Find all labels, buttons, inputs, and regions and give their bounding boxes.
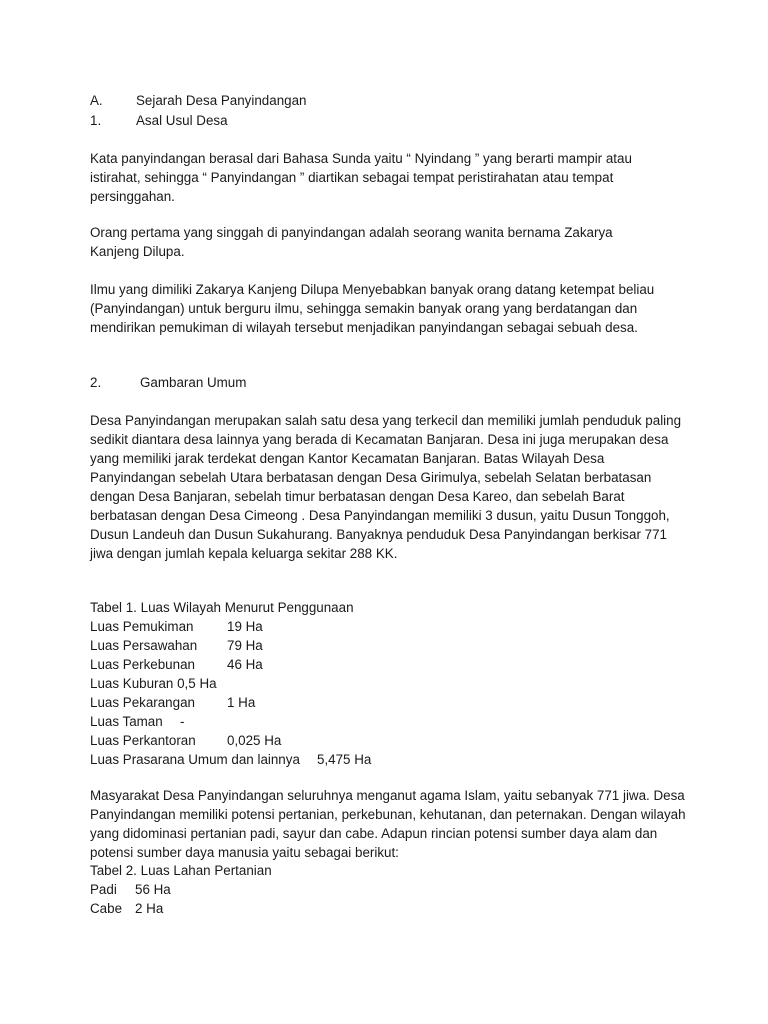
table-row-label: Luas Taman [90, 714, 163, 729]
subsection-2-marker: 2. [90, 375, 102, 390]
table-row-value: 79 Ha [227, 638, 263, 653]
section-a-marker: A. [90, 93, 103, 108]
table-1-caption-text: Tabel 1. Luas Wilayah Menurut Penggunaan [90, 600, 354, 615]
table-row-label: Luas Perkebunan [90, 657, 195, 672]
table-row-value: 46 Ha [227, 657, 263, 672]
subsection-2-title: Gambaran Umum [140, 375, 247, 390]
table-row-value: 19 Ha [227, 619, 263, 634]
paragraph-origin-name: Kata panyindangan berasal dari Bahasa Sunda yaitu “ Nyindang ” yang berarti mampir atau istirahat, sehingga “ Panyindangan ” diartikan sebagai tempat peristirahatan atau tempat persinggahan. [90, 151, 632, 204]
paragraph-first-settler: Orang pertama yang singgah di panyindangan adalah seorang wanita bernama Zakarya Kanjeng Dilupa. [90, 225, 613, 259]
section-a-title: Sejarah Desa Panyindangan [136, 93, 307, 108]
table-row-value: 2 Ha [135, 901, 164, 916]
subsection-1-title: Asal Usul Desa [136, 113, 228, 128]
paragraph-religion-potential: Masyarakat Desa Panyindangan seluruhnya menganut agama Islam, yaitu sebanyak 771 jiwa. Desa Panyindangan memiliki potensi pertanian, perkebunan, kehutanan, dan peternakan. Dengan wilayah yang didominasi pertanian padi, sayur dan cabe. Adapun rincian potensi sumber daya alam dan potensi sumber daya manusia yaitu sebagai berikut: [90, 788, 686, 860]
table-row-label: Cabe [90, 901, 123, 916]
table-row-label: Luas Persawahan [90, 638, 198, 653]
subsection-1-marker: 1. [90, 113, 102, 128]
table-row-value: 5,475 Ha [317, 752, 372, 767]
paragraph-village-founding: Ilmu yang dimiliki Zakarya Kanjeng Dilupa Menyebabkan banyak orang datang ketempat beliau (Panyindangan) untuk berguru ilmu, sehingga semakin banyak orang yang berdatangan dan mendirikan pemukiman di wilayah tersebut menjadikan panyindangan sebagai sebuah desa. [90, 282, 655, 335]
table-2-caption-text: Tabel 2. Luas Lahan Pertanian [90, 863, 272, 878]
table-row-label: Luas Pekarangan [90, 695, 195, 710]
table-row-label: Luas Pemukiman [90, 619, 194, 634]
table-row-label: Padi [90, 882, 117, 897]
table-row-value: - [180, 714, 185, 729]
table-row-label: Luas Perkantoran [90, 733, 196, 748]
paragraph-general-overview: Desa Panyindangan merupakan salah satu desa yang terkecil dan memiliki jumlah penduduk paling sedikit diantara desa lainnya yang berada di Kecamatan Banjaran. Desa ini juga merupakan desa yang memiliki jarak terdekat dengan Kantor Kecamatan Banjaran. Batas Wilayah Desa Panyindangan sebelah Utara berbatasan dengan Desa Girimulya, sebelah Selatan berbatasan dengan Desa Banjaran, sebelah timur berbatasan dengan Desa Kareo, dan sebelah Barat berbatasan dengan Desa Cimeong . Desa Panyindangan memiliki 3 dusun, yaitu Dusun Tonggoh, Dusun Landeuh dan Dusun Sukahurang. Banyaknya penduduk Desa Panyindangan berkisar 771 jiwa dengan jumlah kepala keluarga sekitar 288 KK. [90, 413, 682, 561]
table-row-value: 56 Ha [135, 882, 171, 897]
table-row-label: Luas Prasarana Umum dan lainnya [90, 752, 300, 767]
table-row-label: Luas Kuburan 0,5 Ha [90, 676, 217, 691]
table-row-value: 0,025 Ha [227, 733, 282, 748]
table-row-value: 1 Ha [227, 695, 256, 710]
